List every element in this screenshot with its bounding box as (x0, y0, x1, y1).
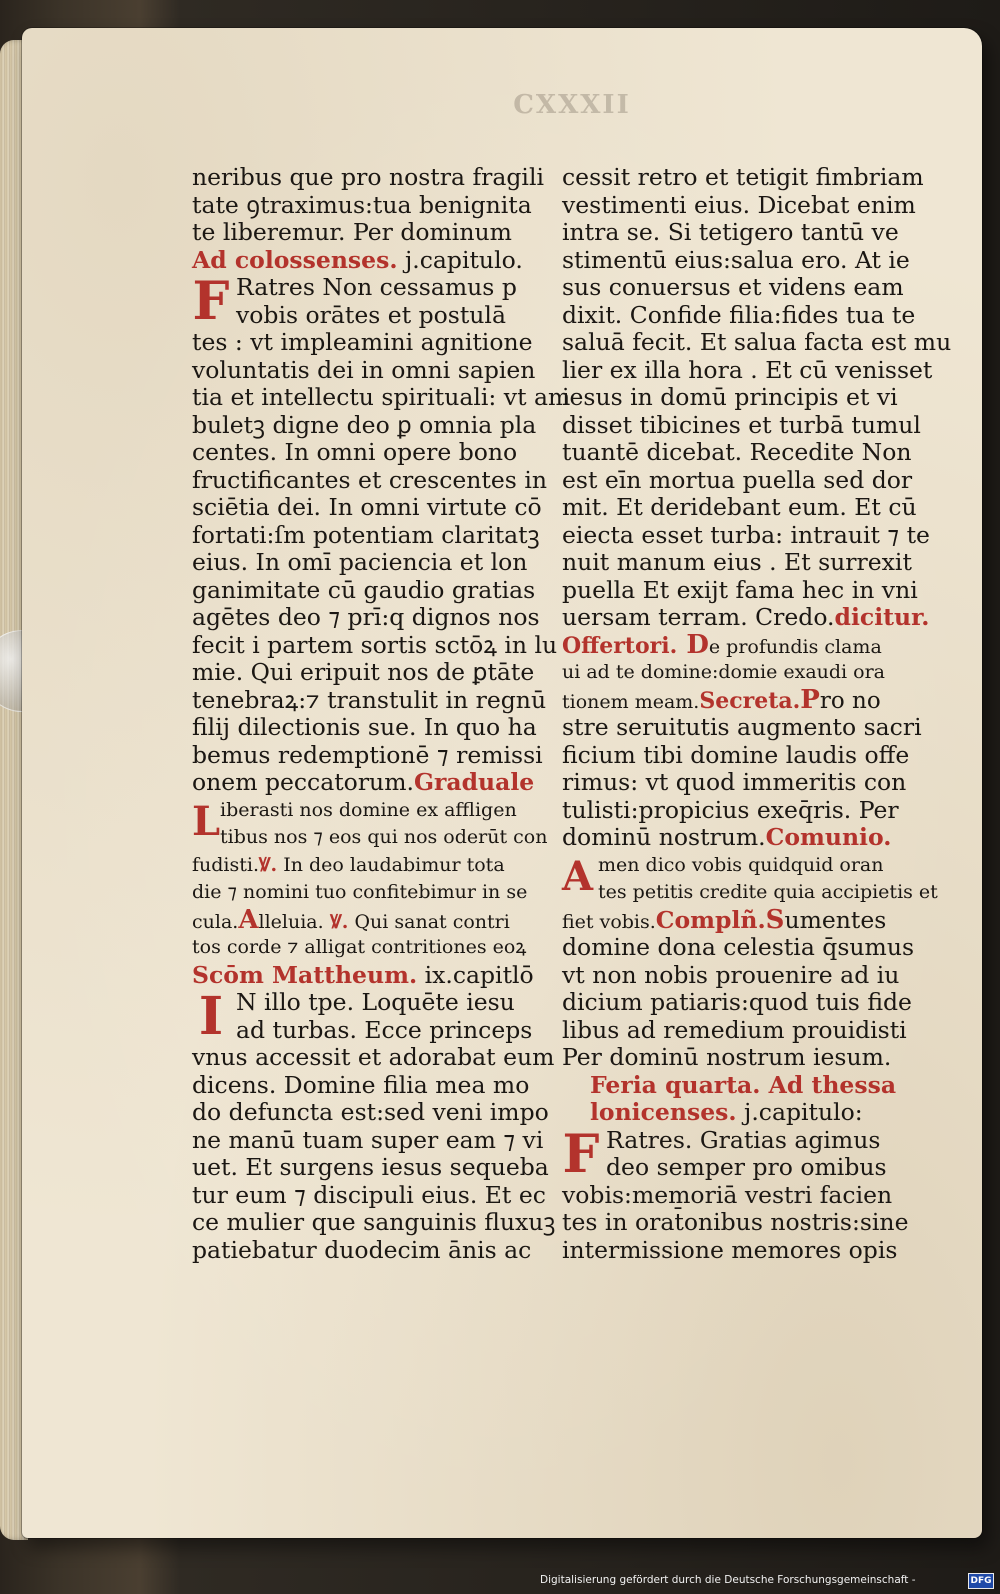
offertory-line (562, 629, 934, 660)
complenda-label: Complñ. (655, 905, 766, 934)
text-line: stre seruitutis augmento sacri (562, 713, 922, 741)
text-segment: In deo laudabimur tota (277, 853, 505, 876)
feria-heading: Feria quarta. Ad thessa (590, 1070, 897, 1099)
text-line: deo semper pro omibus (606, 1153, 887, 1181)
alleluia-initial: A (238, 904, 259, 935)
text-line: domine dona celestia q̄sumus (562, 933, 915, 961)
text-line: cessit retro et tetigit fimbriam (562, 163, 924, 191)
text-line: tes in orat̄onibus nostris:sine (562, 1208, 909, 1236)
text-segment: cula. (192, 910, 239, 933)
text-line: ad turbas. Ecce princeps (236, 1015, 533, 1044)
red-initial-letter: D (677, 629, 709, 660)
secreta-line (562, 684, 934, 715)
text-line: ui ad te domine:domie exaudi ora (562, 661, 886, 683)
communio-line (562, 824, 934, 852)
text-line: ficium tibi domine laudis offe (562, 740, 910, 769)
text-line: dixit. Confide filia:fides tua te (562, 300, 916, 329)
gradual-label: Graduale (413, 768, 535, 796)
rubric-black-text: j.capitulo. (397, 245, 523, 274)
final-initial-block (562, 1123, 934, 1185)
rubric-heading (192, 247, 564, 275)
text-line: stimentū eius:salua ero. At ie (562, 245, 910, 274)
text-line: eiecta esset turba: intrauit ⁊ te (562, 520, 930, 549)
text-line: tia et intellectu spirituali: vt am (192, 383, 571, 411)
text-line: saluā fecit. Et salua facta est mu (562, 328, 952, 356)
communio-initial-block (562, 852, 938, 907)
text-segment: uersam terram. Credo. (562, 603, 835, 631)
text-line: agētes deo ⁊ prī:q dignos nos (192, 603, 540, 631)
text-segment: tionem meam. (562, 690, 700, 713)
red-initial-letter: I (198, 986, 224, 1047)
secreta-label: Secreta. (699, 687, 801, 714)
text-segment: ro no (819, 687, 881, 714)
rubric-red-text: Scōm Mattheum. (192, 960, 418, 989)
text-segment: dominū nostrum. (562, 823, 766, 851)
text-line: N illo tpe. Loquēte iesu (236, 988, 515, 1016)
red-initial-letter: F (562, 1123, 600, 1185)
text-line: intra se. Si tetigero tantū ve (562, 218, 899, 246)
text-line: est eīn mortua puella sed dor (562, 465, 913, 494)
verse-mark: Ꝟ. (323, 910, 349, 933)
text-line: libus ad remedium prouidisti (562, 1015, 907, 1044)
text-line: vt non nobis prouenire ad iu (562, 960, 900, 989)
dfg-logo: DFG (968, 1573, 994, 1589)
text-line: tos corde ⁊ alligat contritiones eoꝝ (192, 936, 527, 958)
text-line: do defuncta est:sed veni impo (192, 1098, 549, 1126)
offertory-label: Offertori. (562, 632, 678, 659)
text-line: centes. In omni opere bono (192, 438, 518, 466)
text-line: voluntatis dei in omni sapien (192, 355, 536, 384)
gospel-initial-block (192, 986, 564, 1047)
text-line: Ratres Non cessamus p (236, 273, 517, 301)
text-line: puella Et exijt fama hec in vni (562, 575, 918, 604)
text-line: tenebraꝝ:⁊ transtulit in regnū (192, 685, 547, 714)
text-segment: fiet vobis. (562, 910, 656, 933)
text-line: sciētia dei. In omni virtute cō (192, 493, 542, 521)
text-line: rimus: vt quod immeritis con (562, 768, 907, 796)
text-line: ce mulier que sanguinis fluxuꝫ (192, 1208, 556, 1236)
text-line: fortati:ſm potentiam claritatꝫ (192, 520, 540, 549)
book-page (22, 28, 982, 1538)
text-line: intermissione memores opis (562, 1235, 898, 1264)
text-segment: onem peccatorum. (192, 768, 414, 796)
text-line: vobis:memoriā vestri facien (562, 1180, 893, 1209)
red-initial-letter: L (192, 797, 221, 845)
text-line: dicium patiaris:quod tuis fide (562, 988, 912, 1016)
text-line: vnus accessit et adorabat eum (192, 1043, 555, 1071)
text-line: mit. Et deridebant eum. Et cū (562, 493, 917, 521)
text-segment: umentes (784, 905, 887, 934)
right-text-column (562, 163, 952, 1264)
text-line: dicens. Domine filia mea mo (192, 1070, 530, 1099)
gradual-initial-block (192, 797, 564, 852)
red-initial-letter: A (562, 852, 594, 900)
credo-line (562, 604, 934, 632)
communio-label: Comunio. (765, 823, 892, 851)
alleluia-line (192, 904, 564, 935)
text-line: mie. Qui eripuit nos de ꝑtāte (192, 658, 535, 686)
text-line: tulisti:propicius exeq̄ris. Per (562, 795, 899, 824)
rubric-black-text: j.capitulo: (736, 1098, 863, 1126)
text-segment: fudisti. (192, 853, 260, 876)
text-line: die ⁊ nomini tuo confitebimur in se (192, 881, 528, 903)
left-text-column (192, 163, 571, 1264)
text-line: tur eum ⁊ discipuli eius. Et ec (192, 1180, 546, 1209)
text-segment: e profundis clama (708, 635, 882, 658)
rubric-red-text: Ad colossenses. (192, 245, 398, 274)
verse-line (192, 852, 564, 880)
text-line: vobis orātes et postulā (236, 300, 506, 329)
text-line: nuit manum eius . Et surrexit (562, 548, 912, 576)
text-line: buletꝫ digne deo ꝑ omnia pla (192, 410, 537, 439)
text-line: tuantē dicebat. Recedite Non (562, 438, 912, 466)
text-segment: Qui sanat contri (348, 910, 510, 933)
text-line: iberasti nos domine ex affligen (220, 798, 517, 821)
text-line: tes petitis credite quia accipietis et (598, 881, 938, 903)
text-line: lier ex illa hora . Et cū venisset (562, 355, 933, 384)
text-line: Per dominū nostrum iesum. (562, 1043, 892, 1071)
text-line: patiebatur duodecim ānis ac (192, 1235, 532, 1264)
verse-mark: Ꝟ. (259, 853, 278, 876)
gradual-rubric-line (192, 769, 564, 797)
text-line: ganimitate cū gaudio gratias (192, 575, 536, 604)
text-line: tes : vt impleamini agnitione (192, 328, 533, 356)
text-segment: lleluia. (258, 910, 324, 933)
gospel-heading (192, 962, 564, 990)
rubric-red-text: lonicenses. (590, 1098, 737, 1126)
text-line: neribus que pro nostra fragili (192, 163, 544, 191)
text-line: eius. In omī paciencia et lon (192, 548, 528, 576)
text-line: sus conuersus et videns eam (562, 273, 904, 301)
text-line: tibus nos ⁊ eos qui nos oderūt con (220, 826, 548, 848)
complenda-line (562, 904, 934, 935)
text-line: te liberemur. Per dominum (192, 218, 512, 246)
text-line: iesus in domū principis et vi (562, 383, 898, 411)
initial-block (192, 271, 564, 332)
text-line: fructificantes et crescentes in (192, 465, 547, 494)
text-line: uet. Et surgens iesus sequeba (192, 1153, 549, 1181)
text-line: ne manū tuam super eam ⁊ vi (192, 1125, 544, 1154)
red-initial-letter: F (192, 271, 230, 332)
folio-number: CXXXII (513, 90, 631, 120)
text-line: Ratres. Gratias agimus (606, 1125, 881, 1154)
digitization-credit: Digitalisierung gefördert durch die Deutsche Forschungsgemeinschaft - (540, 1574, 916, 1586)
red-initial-letter: P (800, 684, 820, 715)
text-line: tate ꝯtraximus:tua benignita (192, 190, 532, 219)
text-line: men dico vobis quidquid oran (598, 853, 884, 876)
feria-heading-continued (562, 1099, 934, 1127)
text-line: bemus redemptionē ⁊ remissi (192, 740, 543, 769)
red-initial-letter: S (765, 904, 785, 935)
rubric-black-text: ix.capitlō (417, 960, 534, 989)
text-line: fecit i partem sortis sctōꝝ in lu (192, 630, 558, 659)
text-line: vestimenti eius. Dicebat enim (562, 190, 916, 219)
rubric-red-text: dicitur. (834, 603, 930, 631)
text-line: filij dilectionis sue. In quo ha (192, 713, 537, 741)
text-line: disset tibicines et turbā tumul (562, 410, 921, 439)
